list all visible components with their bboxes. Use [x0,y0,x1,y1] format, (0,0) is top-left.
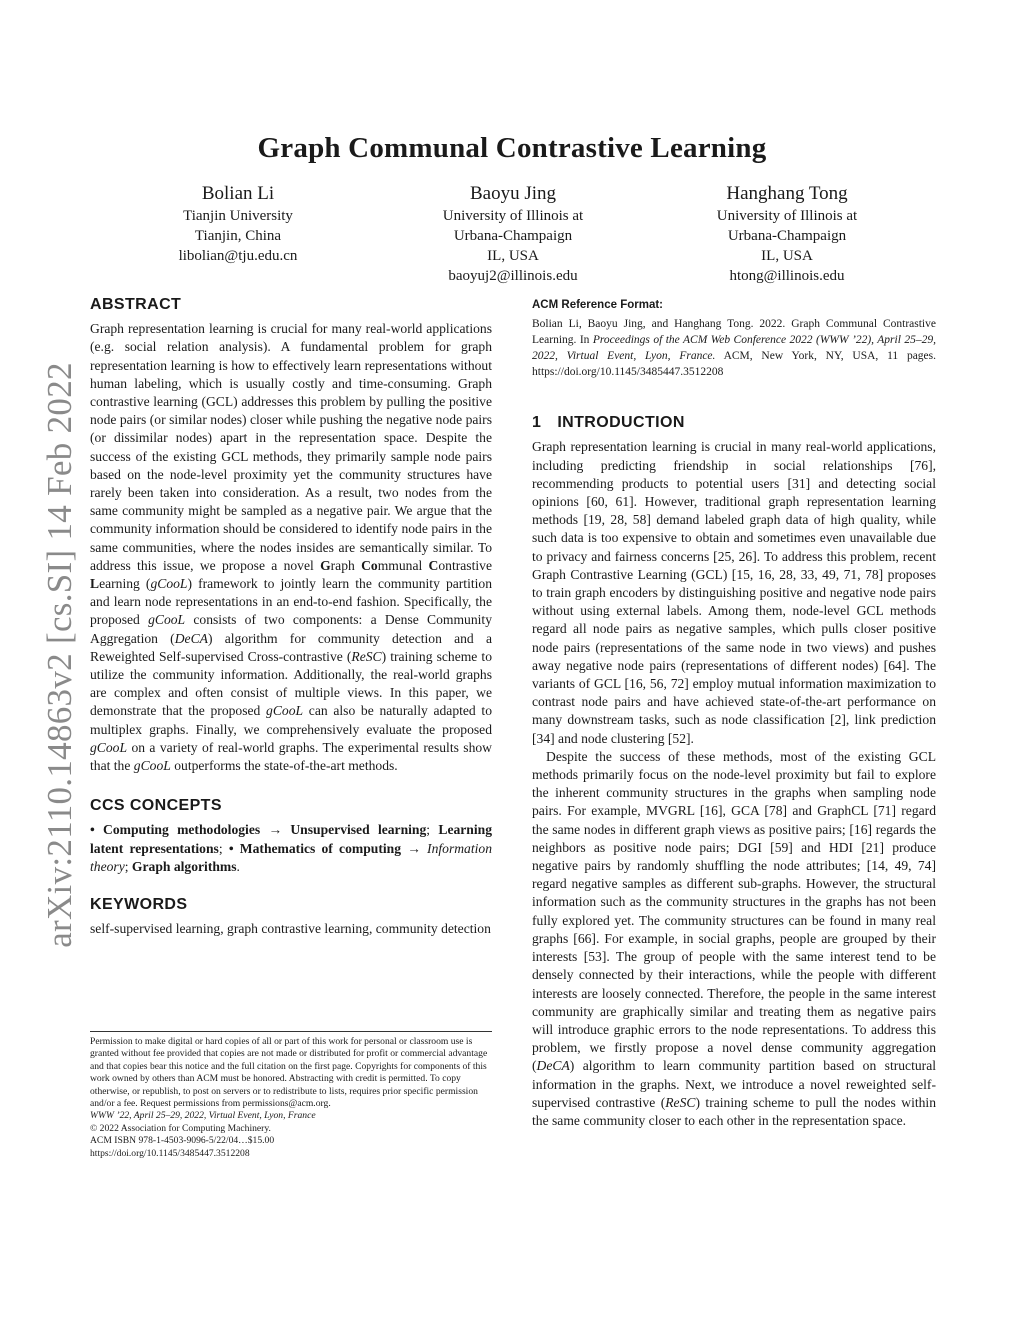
author-email: libolian@tju.edu.cn [178,248,298,264]
abstract-heading: ABSTRACT [90,296,182,313]
left-column [90,296,492,939]
intro-paragraph: Graph representation learning is crucial in many real-world applications, including predicting friendship in social relationships [76], recommending products to potential users [31] and detecting social opinions [60, 61]. However, traditional graph representation learning methods [19, 28, 58] demand labeled graph data of high quality, while such data is too expensive to obtain and sometimes even unavailable due to privacy and fairness concerns [25, 26]. To address this problem, recent Graph Contrastive Learning (GCL) [15, 16, 28, 33, 49, 71, 78] proposes to train graph encoders by distinguishing positive and negative node pairs without using external labels. Among them, node-level GCL methods regard all node pairs as negative samples, which pulls closer positive node pairs (representations of the same node in two views) and pushes away negative node pairs (representations of different nodes) [64]. The variants of GCL [16, 56, 72] employ mutual information maximization to contrast node pairs and have achieved state-of-the-art performance on many downstream tasks, such as node classification [2], link prediction [34] and node clustering [52]. [532,439,936,746]
permission-notice: Permission to make digital or hard copies of all or part of this work for personal or classroom use is granted without fee provided that copies are not made or distributed for profit or commercial advantage and that copies bear this notice and the full citation on the first page. Copyrights for components of this work owned by others than ACM must be honored. Abstracting with credit is permitted. To copy otherwise, or republish, to post on servers or to redistribute to lists, requires prior specific permission and/or a fee. Request permissions from permissions@acm.org. [90,1036,488,1110]
author-affiliation: University of Illinois at [716,208,858,224]
section-number: 1 [532,414,542,432]
keywords-heading: KEYWORDS [90,896,188,914]
acm-ref-text: Bolian Li, Baoyu Jing, and Hanghang Tong. 2022. Graph Communal Contrastive Learning. In Proceedings of the ACM Web Conference 2022 (WWW ’22), April 25–29, 2022, Virtual Event, Lyon, France. ACM, New York, NY, USA, 11 pages. https://doi.org/10.1145/3485447.3512208 [532,318,937,379]
section-title: INTRODUCTION [557,414,685,432]
intro-paragraph: Despite the success of these methods, most of the existing GCL methods primarily focus on the node-level proximity but fail to explore the inherent community structures in the graphs when sampling node pairs. For example, MVGRL [16], GCA [78] and GraphCL [71] regard the same nodes in different graph views as positive pairs; [16] regards the neighbors as positive node pairs; DGI [59] and HDI [21] produce negative pairs by randomly shuffling the node attributes; [14, 49, 74] regard negative samples as different sub-graphs. However, the structural information such as the community structures in the graphs has not been fully explored yet. The community structures can be found in many real graphs [66]. For example, in social graphs, people are grouped by their interests [53]. The group of people with the same interest tend to be densely connected by their interactions, while the people with different interests are loosely connected. Therefore, the people in the same interest community are graphically similar and treating them as negative pairs will introduce graphic errors to the node representations. To address this problem, we firstly propose a novel dense community aggregation (DeCA) algorithm to learn community partition based on structural information in the graphs. Next, we introduce a novel reweighted self-supervised contrastive (ReSC) training scheme to pull the nodes within the same community closer to each other in the representation space. [532,748,936,1128]
author-block [148,182,328,266]
footnote-rule [90,1031,492,1032]
author-location: IL, USA [487,248,539,264]
acm-ref-heading: ACM Reference Format: [532,299,663,311]
isbn-line: ACM ISBN 978-1-4503-9096-5/22/04…$15.00 [90,1135,275,1147]
author-location: Tianjin, China [194,228,282,244]
copyright-line: © 2022 Association for Computing Machinery. [90,1122,271,1134]
copyright-footnote [90,1031,492,1160]
author-affiliation: Tianjin University [183,208,293,224]
abstract-text: Graph representation learning is crucial for many real-world applications (e.g. social relation analysis). A fundamental problem for graph representation learning is how to effectively learn representations without human labeling, which is usually costly and time-consuming. Graph contrastive learning (GCL) addresses this problem by pulling the positive node pairs (or similar nodes) closer while pushing the negative node pairs (or dissimilar nodes) apart in the representation space. Despite the success of the existing GCL methods, they primarily sample node pairs based on the node-level proximity yet the community structures have rarely been taken into consideration. As a result, two nodes from the same community might be sampled as a negative pair. We argue that the community information should be considered to identify node pairs in the same communities, where the nodes insides are semantically similar. To address this issue, we propose a novel Graph Communal Contrastive Learning (gCooL) framework to jointly learn the community partition and learn node representations in an end-to-end fashion. Specifically, the proposed gCooL consists of two components: a Dense Community Aggregation (DeCA) algorithm for community detection and a Reweighted Self-supervised Cross-contrastive (ReSC) training scheme to utilize the community information. Additionally, the real-world graphs are complex and often consist of multiple views. In this paper, we demonstrate that the proposed gCooL can also be naturally adapted to multiplex graphs. Finally, we comprehensively evaluate the proposed gCooL on a variety of real-world graphs. The experimental results show that the gCooL outperforms the state-of-the-art methods. [90,321,493,774]
ccs-text: • Computing methodologies → Unsupervised learning; Learning latent representations; • Mathematics of computing → Information theory; Graph algorithms. [90,822,492,874]
author-name: Hanghang Tong [726,183,848,204]
author-block [408,182,618,286]
author-email: htong@illinois.edu [729,268,845,284]
author-affiliation: Urbana-Champaign [727,228,847,244]
author-affiliation: Urbana-Champaign [453,228,573,244]
intro-heading [532,414,936,432]
author-affiliation: University of Illinois at [442,208,584,224]
right-column [532,296,936,1130]
venue-line: WWW ’22, April 25–29, 2022, Virtual Event, Lyon, France [90,1110,316,1122]
ccs-heading: CCS CONCEPTS [90,797,222,815]
doi-line: https://doi.org/10.1145/3485447.3512208 [90,1147,250,1159]
author-name: Baoyu Jing [469,183,557,204]
author-location: IL, USA [761,248,813,264]
keywords-text: self-supervised learning, graph contrastive learning, community detection [90,921,491,937]
arxiv-stamp: arXiv:2110.14863v2 [cs.SI] 14 Feb 2022 [40,362,79,948]
author-block [692,182,882,286]
author-name: Bolian Li [201,183,275,204]
paper-title: Graph Communal Contrastive Learning [257,132,767,164]
author-email: baoyuj2@illinois.edu [448,268,578,284]
